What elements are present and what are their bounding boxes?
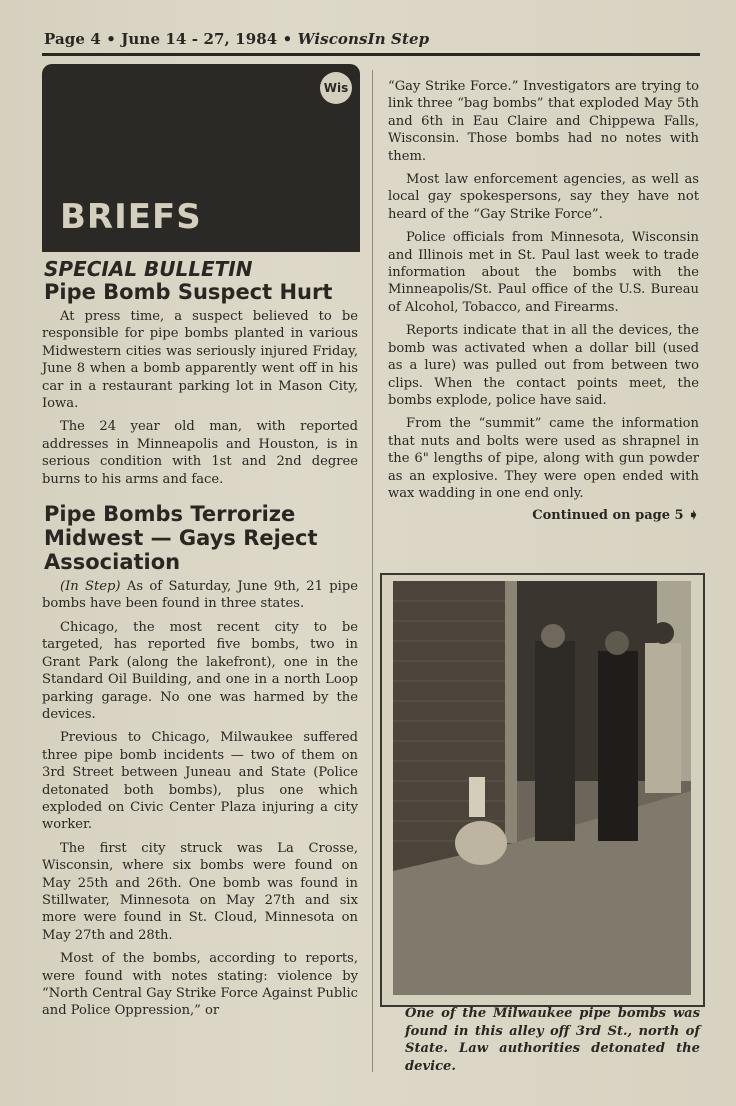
alley-photo-image xyxy=(393,581,691,995)
story2-paragraph xyxy=(42,578,358,613)
special-bulletin-kicker: SPECIAL BULLETIN xyxy=(44,257,253,281)
story1-paragraph: The 24 year old man, with reported addresses in Minneapolis and Houston, is in serious condition with 1st and 2nd degree burns to his arms and face. xyxy=(42,419,358,487)
story1-paragraph: At press time, a suspect believed to be responsible for pipe bombs planted in various Midwestern cities was seriously injured Friday, June 8 when a bomb apparently went off in his car in a restaurant parking lot in Mason City, Iowa. xyxy=(42,309,358,412)
story2-paragraph: The first city struck was La Crosse, Wisconsin, where six bombs were found on May 25th and 26th. One bomb was found in Stillwater, Minnesota on May 27th and six more were found in St. Cloud, Minnesota on May 27th and 28th. xyxy=(42,840,358,943)
briefs-title: BRIEFS xyxy=(60,197,202,237)
story2-paragraph: Previous to Chicago, Milwaukee suffered three pipe bomb incidents — two of them on 3rd Street between Juneau and State (Police detonated both bombs), plus one which exploded on Civic Center Plaza injuring a city worker. xyxy=(42,730,358,833)
publication-name: WisconsIn Step xyxy=(297,30,430,48)
left-column xyxy=(42,64,358,1026)
page-number: Page 4 xyxy=(44,30,101,48)
column-divider xyxy=(372,70,373,1072)
page-header xyxy=(44,30,429,48)
briefs-banner xyxy=(42,64,360,252)
story2-lede: As of Saturday, June 9th, 21 pipe bombs have been found in three states. xyxy=(42,579,358,612)
story2-paragraph: From the “summit” came the information that nuts and bolts were used as shrapnel in the 6" lengths of pipe, along with gun powder as an explosive. They were open ended with wax wadding in one end only. xyxy=(388,416,699,501)
continued-link[interactable]: Continued on page 5 ➧ xyxy=(532,508,699,524)
dateline: (In Step) xyxy=(60,579,121,595)
story1-headline: Pipe Bomb Suspect Hurt xyxy=(44,280,333,304)
story2-paragraph: Reports indicate that in all the devices, the bomb was activated when a dollar bill (used as a lure) was pulled out from between two clips. When the contact points meet, the bombs explode, police have said. xyxy=(388,323,699,408)
separator: • xyxy=(282,30,293,48)
wis-logo: Wis xyxy=(320,72,352,104)
header-rule xyxy=(42,53,700,56)
photo-caption: One of the Milwaukee pipe bombs was found in this alley off 3rd St., north of State. Law authorities detonated the device. xyxy=(405,1006,700,1074)
story2-paragraph: Police officials from Minnesota, Wisconsin and Illinois met in St. Paul last week to trade information about the bombs with the Minneapolis/St. Paul office of the U.S. Bureau of Alcohol, Tobacco, and Firearms. xyxy=(388,230,699,315)
story2-paragraph: Most law enforcement agencies, as well as local gay spokespersons, say they have not heard of the “Gay Strike Force”. xyxy=(388,172,699,222)
story2-paragraph: Chicago, the most recent city to be targeted, has reported five bombs, two in Grant Park (along the lakefront), one in the Standard Oil Building, and one in a north Loop parking garage. No one was harmed by the devices. xyxy=(42,619,358,722)
issue-date: June 14 - 27, 1984 xyxy=(121,30,278,48)
alley-photo xyxy=(380,573,705,1007)
story2-headline: Pipe Bombs Terrorize Midwest — Gays Reject Association xyxy=(44,502,318,575)
story2-continuation: “Gay Strike Force.” Investigators are trying to link three “bag bombs” that exploded May 5th and 6th in Eau Claire and Chippewa Falls, Wisconsin. Those bombs had no notes with them. xyxy=(388,79,699,164)
right-column xyxy=(388,78,699,523)
story2-paragraph: Most of the bombs, according to reports, were found with notes stating: violence by “North Central Gay Strike Force Against Public and Police Oppression,” or xyxy=(42,951,358,1019)
separator: • xyxy=(106,30,116,48)
